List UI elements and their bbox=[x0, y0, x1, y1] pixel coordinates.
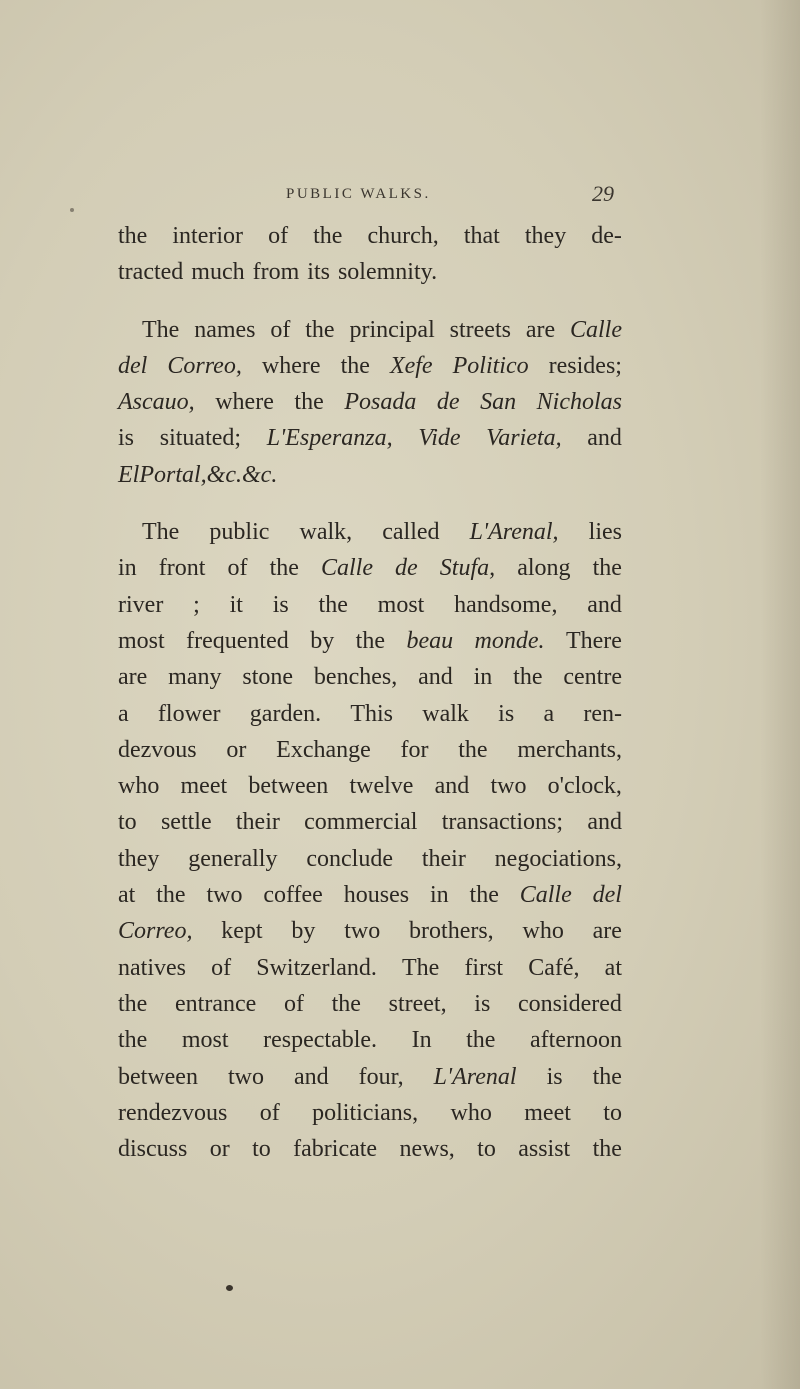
text-line: Ascauo, where the Posada de San Nicholas bbox=[118, 389, 622, 416]
page-number: 29 bbox=[592, 181, 614, 206]
text-line: tracted much from its solemnity. bbox=[118, 259, 438, 286]
text-line: most frequented by the beau monde. There bbox=[118, 627, 622, 654]
text-line: in front of the Calle de Stufa, along the bbox=[118, 555, 622, 582]
running-head: PUBLIC WALKS. bbox=[286, 186, 431, 202]
text-line: Correo, kept by two brothers, who are bbox=[118, 918, 622, 945]
body-text bbox=[118, 218, 622, 1167]
text-line: discuss or to fabricate news, to assist the bbox=[118, 1136, 622, 1163]
text-line: El Portal, &c. &c. bbox=[118, 461, 278, 488]
text-line: who meet between twelve and two o'clock, bbox=[118, 773, 622, 800]
text-line: at the two coffee houses in the Calle del bbox=[118, 882, 622, 909]
text-line: a flower garden. This walk is a ren- bbox=[118, 700, 622, 727]
text-line: dezvous or Exchange for the merchants, bbox=[118, 736, 622, 763]
text-line: The public walk, called L'Arenal, lies bbox=[142, 519, 622, 546]
text-line: The names of the principal streets are Calle bbox=[142, 316, 622, 343]
text-line: are many stone benches, and in the centre bbox=[118, 664, 622, 691]
text-line: is situated; L'Esperanza, Vide Varieta, and bbox=[118, 425, 622, 452]
text-line: to settle their commercial transactions; and bbox=[118, 809, 622, 836]
text-line: the interior of the church, that they de- bbox=[118, 223, 622, 249]
ink-speck bbox=[70, 208, 74, 212]
text-line: river ; it is the most handsome, and bbox=[118, 591, 622, 618]
text-line: rendezvous of politicians, who meet to bbox=[118, 1099, 622, 1126]
ink-speck bbox=[226, 1285, 233, 1291]
text-line: natives of Switzerland. The first Café, at bbox=[118, 954, 622, 981]
text-line: they generally conclude their negociations, bbox=[118, 845, 622, 872]
text-line: del Correo, where the Xefe Politico resides; bbox=[118, 352, 622, 379]
text-line: the entrance of the street, is considered bbox=[118, 990, 622, 1017]
text-line: between two and four, L'Arenal is the bbox=[118, 1063, 622, 1090]
page-edge-shadow bbox=[760, 0, 800, 1389]
text-line: the most respectable. In the afternoon bbox=[118, 1027, 622, 1054]
